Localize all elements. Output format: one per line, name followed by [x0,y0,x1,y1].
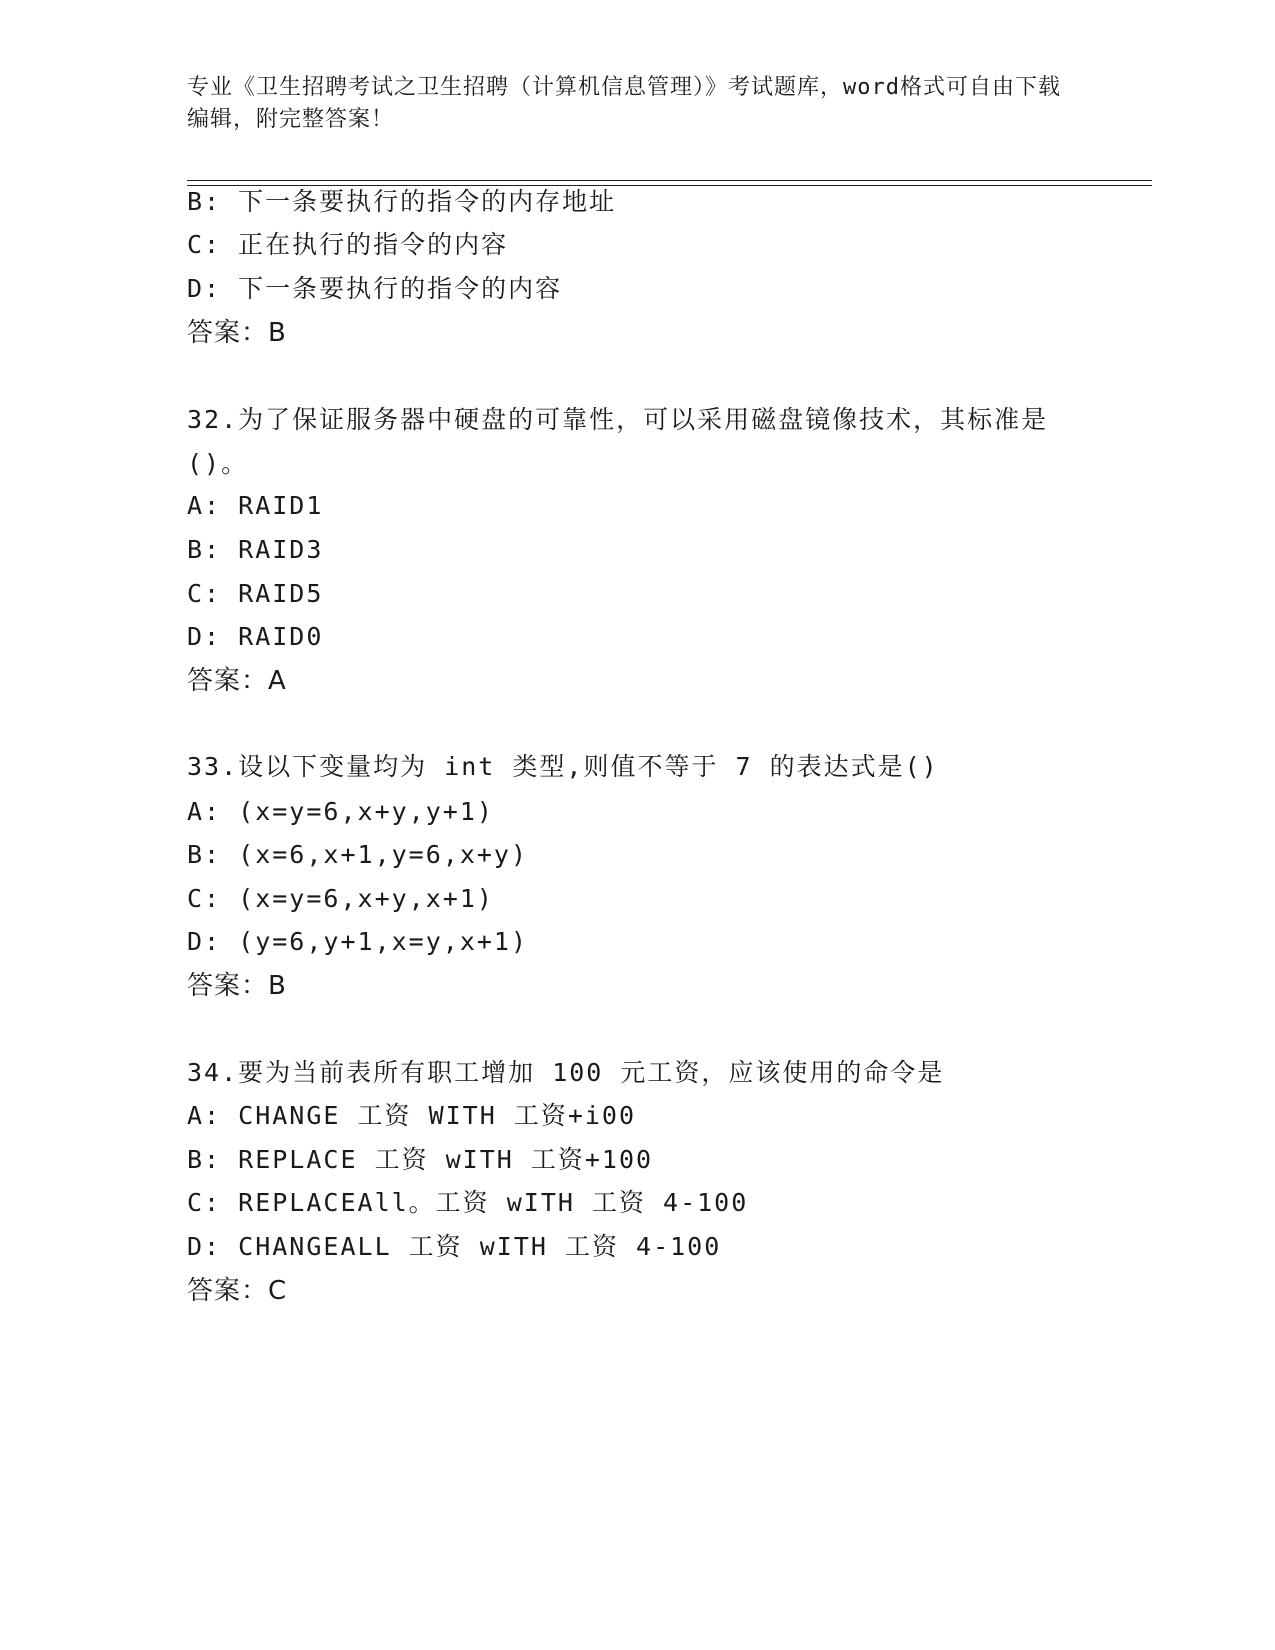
q34-option-b: B: REPLACE 工资 wITH 工资+100 [187,1145,654,1174]
q34-answer: 答案：C [187,1276,288,1306]
q34-stem: 34.要为当前表所有职工增加 100 元工资，应该使用的命令是 [187,1058,945,1087]
q33-option-d: D: (y=6,y+1,x=y,x+1) [187,927,529,956]
q33-option-b: B: (x=6,x+1,y=6,x+y) [187,840,529,869]
q34-option-d: D: CHANGEALL 工资 wITH 工资 4-100 [187,1232,722,1261]
q32-answer: 答案：A [187,666,287,696]
q33-option-c: C: (x=y=6,x+y,x+1) [187,884,494,913]
q32-stem: 32.为了保证服务器中硬盘的可靠性，可以采用磁盘镜像技术，其标准是()。 [187,405,1049,478]
q32-option-c: C: RAID5 [187,579,324,608]
header-divider-top [187,180,1152,181]
q32-option-a: A: RAID1 [187,491,324,520]
q31-option-b: B: 下一条要执行的指令的内存地址 [187,187,617,216]
q31-answer: 答案：B [187,318,287,348]
q32-option-d: D: RAID0 [187,622,324,651]
q31-option-d: D: 下一条要执行的指令的内容 [187,274,563,303]
q31-option-c: C: 正在执行的指令的内容 [187,230,509,259]
q34-option-c: C: REPLACEAll。工资 wITH 工资 4-100 [187,1188,749,1217]
q33-stem: 33.设以下变量均为 int 类型,则值不等于 7 的表达式是() [187,752,939,781]
q34-option-a: A: CHANGE 工资 WITH 工资+i00 [187,1101,637,1130]
q33-answer: 答案：B [187,971,287,1001]
document-header: 专业《卫生招聘考试之卫生招聘（计算机信息管理）》考试题库，word格式可自由下载编辑，附完整答案！ [187,75,1061,132]
q32-option-b: B: RAID3 [187,535,324,564]
q33-option-a: A: (x=y=6,x+y,y+1) [187,797,494,826]
